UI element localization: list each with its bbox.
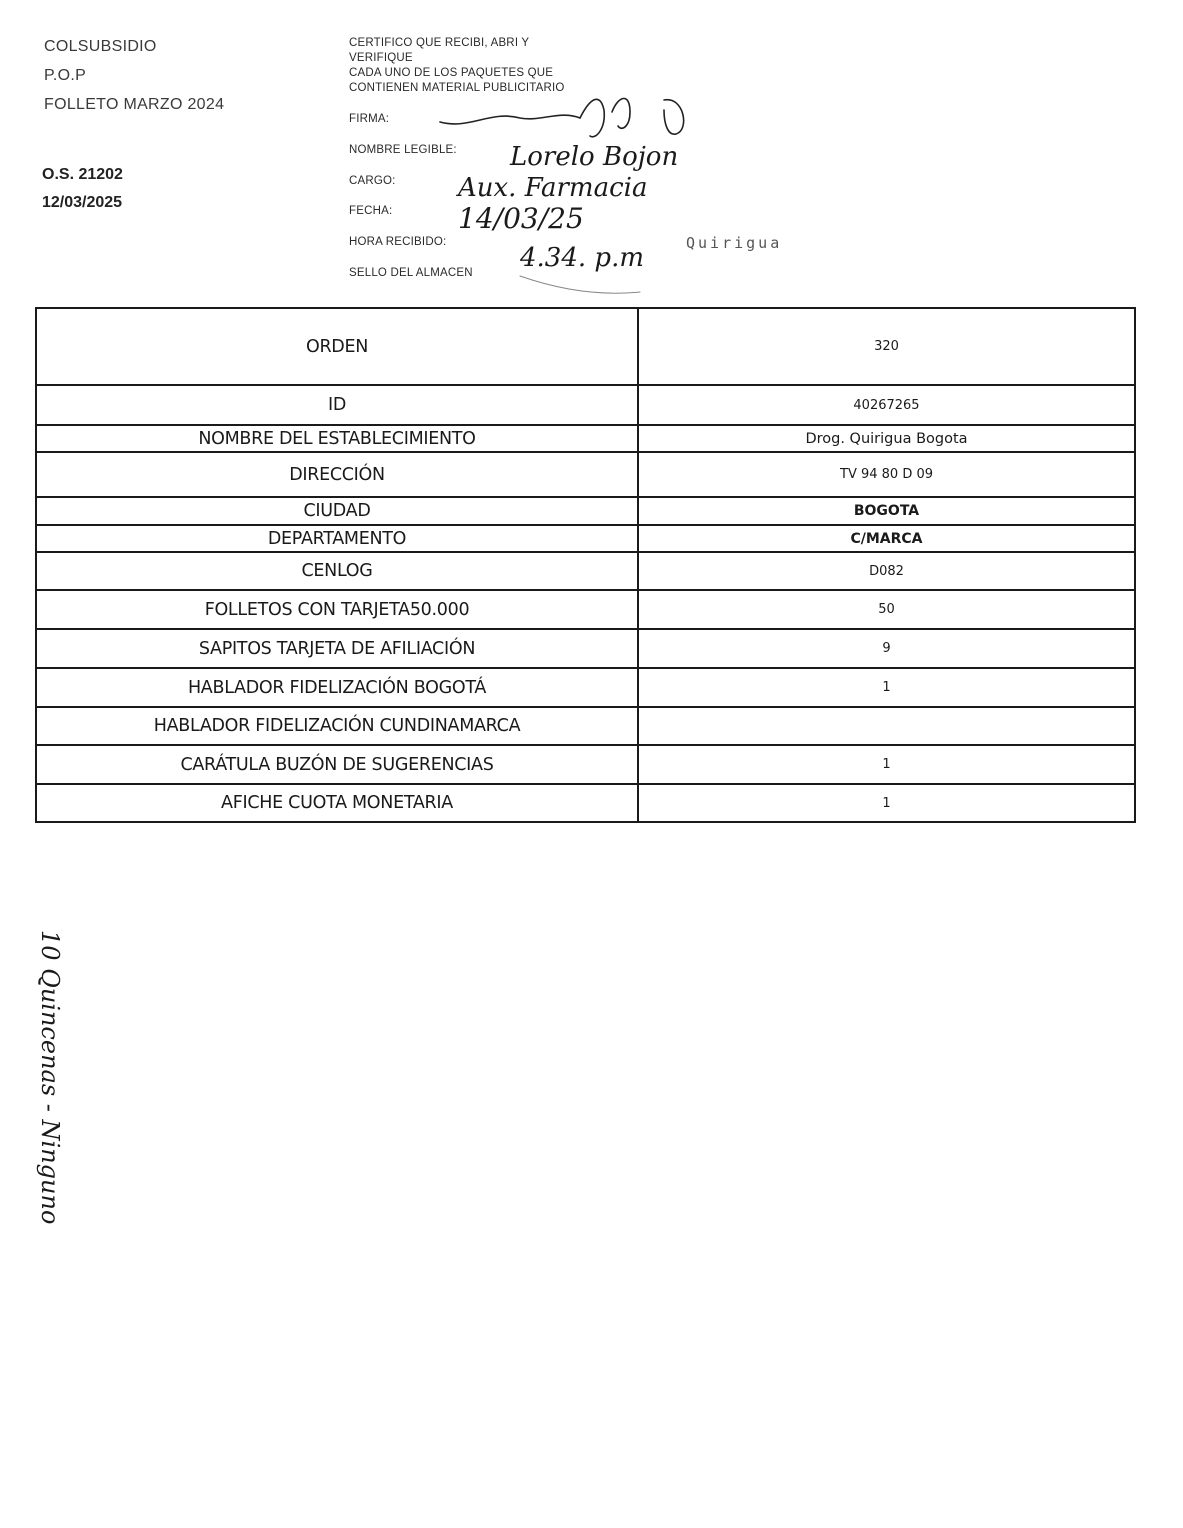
field-label-sello: SELLO DEL ALMACEN bbox=[349, 266, 473, 279]
company-name: COLSUBSIDIO bbox=[44, 38, 157, 55]
table-row bbox=[36, 552, 1135, 590]
row-value-departamento: C/MARCA bbox=[638, 525, 1135, 552]
table-row bbox=[36, 425, 1135, 452]
field-label-nombre: NOMBRE LEGIBLE: bbox=[349, 143, 457, 156]
store-stamp: Quirigua bbox=[686, 234, 783, 252]
table-row bbox=[36, 525, 1135, 552]
field-label-fecha: FECHA: bbox=[349, 205, 393, 218]
campaign-name: FOLLETO MARZO 2024 bbox=[44, 96, 225, 113]
row-value-hablador-cundinamarca bbox=[638, 707, 1135, 745]
certificate-line: VERIFIQUE bbox=[349, 52, 413, 64]
handwritten-date: 14/03/25 bbox=[458, 202, 584, 235]
row-value-caratula: 1 bbox=[638, 745, 1135, 784]
table-row bbox=[36, 668, 1135, 707]
table-row bbox=[36, 590, 1135, 629]
table-row bbox=[36, 308, 1135, 385]
table-row bbox=[36, 784, 1135, 822]
row-label-departamento: DEPARTAMENTO bbox=[36, 525, 638, 552]
order-info bbox=[42, 166, 123, 222]
table-row bbox=[36, 707, 1135, 745]
row-value-hablador-bogota: 1 bbox=[638, 668, 1135, 707]
table-row bbox=[36, 452, 1135, 497]
row-value-establecimiento: Drog. Quirigua Bogota bbox=[638, 425, 1135, 452]
row-value-orden: 320 bbox=[638, 308, 1135, 385]
row-label-id: ID bbox=[36, 385, 638, 425]
stamp-mark bbox=[520, 276, 640, 293]
row-label-hablador-bogota: HABLADOR FIDELIZACIÓN BOGOTÁ bbox=[36, 668, 638, 707]
table-row bbox=[36, 497, 1135, 525]
material-type: P.O.P bbox=[44, 67, 87, 84]
row-label-hablador-cundinamarca: HABLADOR FIDELIZACIÓN CUNDINAMARCA bbox=[36, 707, 638, 745]
row-label-establecimiento: NOMBRE DEL ESTABLECIMIENTO bbox=[36, 425, 638, 452]
row-value-id: 40267265 bbox=[638, 385, 1135, 425]
field-label-hora: HORA RECIBIDO: bbox=[349, 236, 447, 249]
row-value-direccion: TV 94 80 D 09 bbox=[638, 452, 1135, 497]
signature-scribble bbox=[440, 98, 684, 136]
handwritten-cargo: Aux. Farmacia bbox=[458, 173, 648, 203]
table-row bbox=[36, 629, 1135, 668]
handwritten-name: Lorelo Bojon bbox=[510, 142, 679, 172]
row-label-sapitos: SAPITOS TARJETA DE AFILIACIÓN bbox=[36, 629, 638, 668]
row-label-direccion: DIRECCIÓN bbox=[36, 452, 638, 497]
row-label-cenlog: CENLOG bbox=[36, 552, 638, 590]
handwritten-time: 4.34. p.m bbox=[520, 243, 644, 273]
table-row bbox=[36, 745, 1135, 784]
margin-handwritten-note bbox=[12, 930, 64, 1290]
row-value-folletos: 50 bbox=[638, 590, 1135, 629]
certificate-fields bbox=[349, 113, 473, 298]
certificate-text bbox=[349, 36, 565, 96]
row-value-sapitos: 9 bbox=[638, 629, 1135, 668]
field-label-cargo: CARGO: bbox=[349, 174, 396, 187]
row-value-ciudad: BOGOTA bbox=[638, 497, 1135, 525]
delivery-table bbox=[35, 307, 1136, 823]
row-value-afiche: 1 bbox=[638, 784, 1135, 822]
certificate-line: CADA UNO DE LOS PAQUETES QUE bbox=[349, 67, 554, 79]
margin-note-text: 10 Quincenas - Ninguno bbox=[36, 930, 64, 1225]
certificate-line: CONTIENEN MATERIAL PUBLICITARIO bbox=[349, 82, 565, 94]
document-header bbox=[44, 38, 224, 125]
row-label-caratula: CARÁTULA BUZÓN DE SUGERENCIAS bbox=[36, 745, 638, 784]
table-row bbox=[36, 385, 1135, 425]
certificate-line: CERTIFICO QUE RECIBI, ABRI Y bbox=[349, 37, 530, 49]
row-label-afiche: AFICHE CUOTA MONETARIA bbox=[36, 784, 638, 822]
row-label-folletos: FOLLETOS CON TARJETA50.000 bbox=[36, 590, 638, 629]
os-date: 12/03/2025 bbox=[42, 194, 123, 211]
field-label-firma: FIRMA: bbox=[349, 113, 390, 125]
row-value-cenlog: D082 bbox=[638, 552, 1135, 590]
os-number: O.S. 21202 bbox=[42, 166, 123, 183]
row-label-orden: ORDEN bbox=[36, 308, 638, 385]
row-label-ciudad: CIUDAD bbox=[36, 497, 638, 525]
